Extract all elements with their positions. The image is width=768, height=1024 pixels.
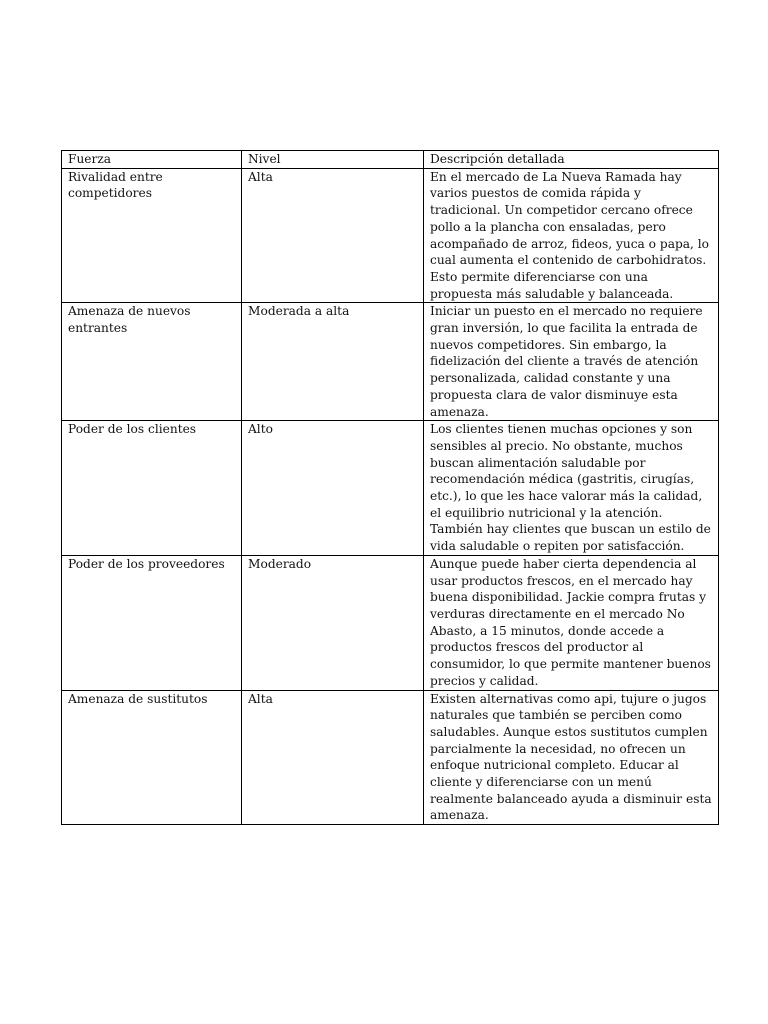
cell-nivel: Alta (242, 690, 424, 825)
table-body (62, 168, 719, 824)
cell-fuerza: Amenaza de sustitutos (62, 690, 242, 825)
table-row (62, 555, 719, 690)
cell-fuerza: Poder de los clientes (62, 421, 242, 556)
table-row (62, 690, 719, 825)
table-header (62, 151, 719, 169)
table-row (62, 421, 719, 556)
header-nivel: Nivel (242, 151, 424, 169)
cell-descripcion: Aunque puede haber cierta dependencia al usar productos frescos, en el mercado hay buena disponibilidad. Jackie compra frutas y verduras directamente en el mercado No Abasto, a 15 minutos, donde accede a productos frescos del productor al consumidor, lo que permite mantener buenos precios y calidad. (424, 555, 719, 690)
porter-forces-table (61, 150, 719, 825)
cell-descripcion: Iniciar un puesto en el mercado no requiere gran inversión, lo que facilita la entrada de nuevos competidores. Sin embargo, la fidelización del cliente a través de atención personalizada, calidad constante y una propuesta clara de valor disminuye esta amenaza. (424, 303, 719, 421)
cell-descripcion: Existen alternativas como api, tujure o jugos naturales que también se perciben como saludables. Aunque estos sustitutos cumplen parcialmente la necesidad, no ofrecen un enfoque nutricional completo. Educar al cliente y diferenciarse con un menú realmente balanceado ayuda a disminuir esta amenaza. (424, 690, 719, 825)
cell-nivel: Alto (242, 421, 424, 556)
cell-nivel: Moderado (242, 555, 424, 690)
header-fuerza: Fuerza (62, 151, 242, 169)
cell-fuerza: Rivalidad entre competidores (62, 168, 242, 303)
cell-nivel: Alta (242, 168, 424, 303)
cell-descripcion: Los clientes tienen muchas opciones y son sensibles al precio. No obstante, muchos buscan alimentación saludable por recomendación médica (gastritis, cirugías, etc.), lo que les hace valorar más la calidad, el equilibrio nutricional y la atención. También hay clientes que buscan un estilo de vida saludable o repiten por satisfacción. (424, 421, 719, 556)
cell-fuerza: Poder de los proveedores (62, 555, 242, 690)
cell-descripcion: En el mercado de La Nueva Ramada hay varios puestos de comida rápida y tradicional. Un competidor cercano ofrece pollo a la plancha con ensaladas, pero acompañado de arroz, fideos, yuca o papa, lo cual aumenta el contenido de carbohidratos. Esto permite diferenciarse con una propuesta más saludable y balanceada. (424, 168, 719, 303)
table-row (62, 303, 719, 421)
table-header-row (62, 151, 719, 169)
table-row (62, 168, 719, 303)
header-descripcion: Descripción detallada (424, 151, 719, 169)
cell-nivel: Moderada a alta (242, 303, 424, 421)
cell-fuerza: Amenaza de nuevos entrantes (62, 303, 242, 421)
